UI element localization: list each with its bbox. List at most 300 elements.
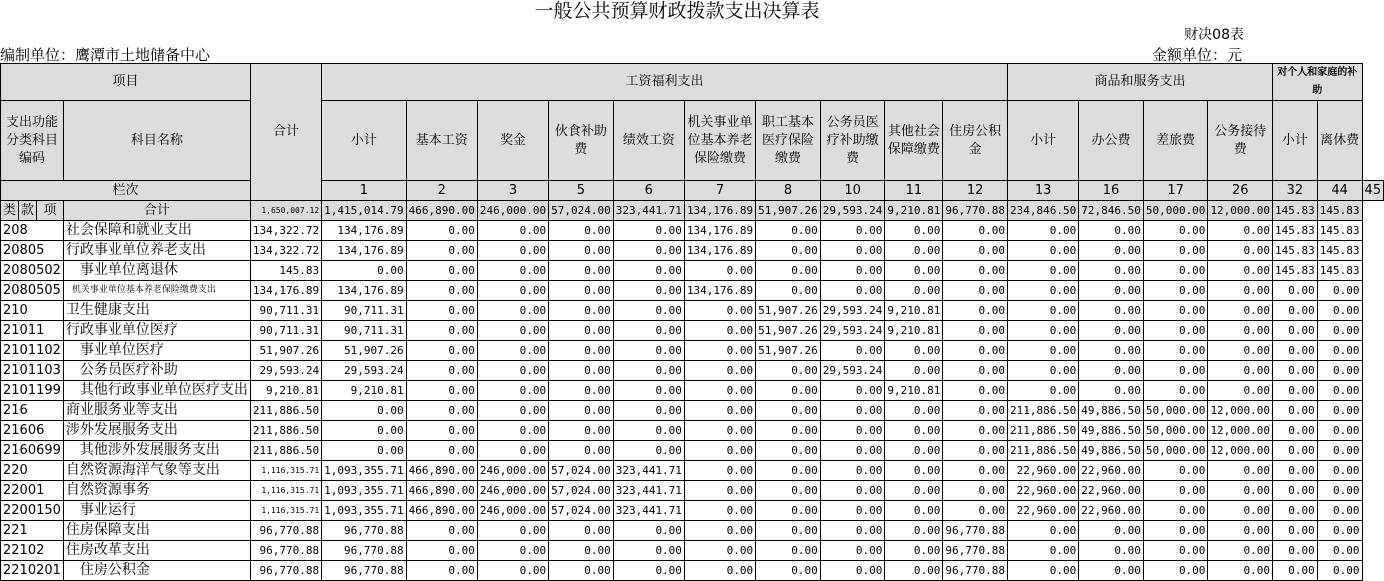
total-value-cell: 323,441.71 bbox=[613, 201, 684, 221]
value-cell: 0.00 bbox=[943, 501, 1008, 521]
value-cell: 0.00 bbox=[613, 361, 684, 381]
value-cell: 0.00 bbox=[1079, 381, 1144, 401]
column-number: 11 bbox=[885, 181, 943, 201]
total-value-cell: 96,770.88 bbox=[943, 201, 1008, 221]
row-code: 2101103 bbox=[1, 361, 64, 381]
value-cell: 0.00 bbox=[1079, 541, 1144, 561]
value-cell: 0.00 bbox=[322, 401, 406, 421]
value-cell: 0.00 bbox=[477, 341, 548, 361]
value-cell: 0.00 bbox=[613, 521, 684, 541]
value-cell: 0.00 bbox=[1007, 541, 1078, 561]
header-subcolumn: 差旅费 bbox=[1143, 101, 1208, 181]
header-subcolumn: 基本工资 bbox=[406, 101, 477, 181]
value-cell: 0.00 bbox=[406, 381, 477, 401]
row-subject-name: 行政事业单位医疗 bbox=[63, 321, 250, 341]
value-cell: 0.00 bbox=[1079, 521, 1144, 541]
value-cell: 0.00 bbox=[1273, 461, 1318, 481]
value-cell: 51,907.26 bbox=[756, 341, 821, 361]
value-cell: 0.00 bbox=[549, 301, 614, 321]
total-value-cell: 1,415,014.79 bbox=[322, 201, 406, 221]
value-cell: 0.00 bbox=[1143, 461, 1208, 481]
row-code: 2210201 bbox=[1, 561, 64, 581]
header-subcolumn: 办公费 bbox=[1079, 101, 1144, 181]
value-cell: 246,000.00 bbox=[477, 481, 548, 501]
value-cell: 0.00 bbox=[1208, 301, 1273, 321]
row-code: 221 bbox=[1, 521, 64, 541]
table-row[interactable] bbox=[1, 481, 1384, 501]
value-cell: 0.00 bbox=[1317, 281, 1362, 301]
value-cell: 0.00 bbox=[549, 281, 614, 301]
column-number: 7 bbox=[684, 181, 755, 201]
value-cell: 0.00 bbox=[549, 241, 614, 261]
value-cell: 134,322.72 bbox=[250, 241, 321, 261]
value-cell: 0.00 bbox=[477, 301, 548, 321]
row-code: 21011 bbox=[1, 321, 64, 341]
value-cell: 211,886.50 bbox=[250, 401, 321, 421]
value-cell: 0.00 bbox=[613, 341, 684, 361]
value-cell: 0.00 bbox=[1143, 301, 1208, 321]
value-cell: 0.00 bbox=[1273, 301, 1318, 321]
value-cell: 0.00 bbox=[885, 441, 943, 461]
value-cell: 0.00 bbox=[1007, 561, 1078, 581]
value-cell: 0.00 bbox=[943, 421, 1008, 441]
value-cell: 0.00 bbox=[1317, 341, 1362, 361]
value-cell: 0.00 bbox=[322, 421, 406, 441]
table-row[interactable] bbox=[1, 421, 1384, 441]
value-cell: 90,711.31 bbox=[322, 301, 406, 321]
value-cell: 0.00 bbox=[322, 261, 406, 281]
value-cell: 0.00 bbox=[1007, 361, 1078, 381]
column-number: 6 bbox=[613, 181, 684, 201]
value-cell: 145.83 bbox=[1273, 221, 1318, 241]
value-cell: 0.00 bbox=[1208, 381, 1273, 401]
value-cell: 0.00 bbox=[684, 321, 755, 341]
value-cell: 0.00 bbox=[885, 281, 943, 301]
value-cell: 96,770.88 bbox=[250, 521, 321, 541]
table-row[interactable] bbox=[1, 321, 1384, 341]
value-cell: 134,176.89 bbox=[322, 281, 406, 301]
value-cell: 0.00 bbox=[549, 221, 614, 241]
value-cell: 0.00 bbox=[1007, 221, 1078, 241]
value-cell: 0.00 bbox=[477, 381, 548, 401]
total-value-cell: 72,846.50 bbox=[1079, 201, 1144, 221]
value-cell: 96,770.88 bbox=[250, 561, 321, 581]
header-subcolumn: 公务接待费 bbox=[1208, 101, 1273, 181]
row-code: 2101102 bbox=[1, 341, 64, 361]
value-cell: 0.00 bbox=[1007, 241, 1078, 261]
value-cell: 0.00 bbox=[613, 281, 684, 301]
value-cell: 0.00 bbox=[477, 321, 548, 341]
value-cell: 1,116,315.71 bbox=[250, 461, 321, 481]
row-subject-name: 住房改革支出 bbox=[63, 541, 250, 561]
header-subject-name: 科目名称 bbox=[63, 101, 250, 181]
value-cell: 0.00 bbox=[885, 361, 943, 381]
value-cell: 0.00 bbox=[684, 541, 755, 561]
row-code: 22001 bbox=[1, 481, 64, 501]
table-row[interactable] bbox=[1, 341, 1384, 361]
table-row[interactable] bbox=[1, 301, 1384, 321]
value-cell: 0.00 bbox=[885, 541, 943, 561]
value-cell: 22,960.00 bbox=[1079, 481, 1144, 501]
value-cell: 0.00 bbox=[1273, 361, 1318, 381]
column-number: 10 bbox=[820, 181, 885, 201]
value-cell: 0.00 bbox=[1317, 421, 1362, 441]
value-cell: 0.00 bbox=[477, 441, 548, 461]
value-cell: 211,886.50 bbox=[250, 421, 321, 441]
value-cell: 0.00 bbox=[1143, 521, 1208, 541]
table-row[interactable] bbox=[1, 281, 1384, 301]
value-cell: 0.00 bbox=[756, 421, 821, 441]
total-row-label: 合计 bbox=[63, 201, 250, 221]
value-cell: 0.00 bbox=[756, 541, 821, 561]
total-value-cell: 57,024.00 bbox=[549, 201, 614, 221]
value-cell: 0.00 bbox=[406, 241, 477, 261]
value-cell: 0.00 bbox=[1317, 461, 1362, 481]
total-value-cell: 51,907.26 bbox=[756, 201, 821, 221]
header-subcolumn: 公务员医疗补助缴费 bbox=[820, 101, 885, 181]
row-subject-name: 商业服务业等支出 bbox=[63, 401, 250, 421]
table-row[interactable] bbox=[1, 561, 1384, 581]
column-number: 12 bbox=[943, 181, 1008, 201]
value-cell: 0.00 bbox=[1317, 521, 1362, 541]
value-cell: 96,770.88 bbox=[322, 561, 406, 581]
value-cell: 0.00 bbox=[613, 381, 684, 401]
value-cell: 50,000.00 bbox=[1143, 421, 1208, 441]
value-cell: 0.00 bbox=[820, 461, 885, 481]
header-subcolumn: 小计 bbox=[1007, 101, 1078, 181]
value-cell: 0.00 bbox=[1208, 521, 1273, 541]
row-subject-name: 事业单位医疗 bbox=[63, 341, 250, 361]
value-cell: 1,116,315.71 bbox=[250, 501, 321, 521]
value-cell: 0.00 bbox=[1143, 361, 1208, 381]
value-cell: 90,711.31 bbox=[250, 301, 321, 321]
value-cell: 0.00 bbox=[477, 541, 548, 561]
value-cell: 96,770.88 bbox=[322, 541, 406, 561]
value-cell: 0.00 bbox=[943, 341, 1008, 361]
value-cell: 12,000.00 bbox=[1208, 401, 1273, 421]
total-value-cell: 134,176.89 bbox=[684, 201, 755, 221]
value-cell: 0.00 bbox=[406, 521, 477, 541]
value-cell: 466,890.00 bbox=[406, 501, 477, 521]
value-cell: 0.00 bbox=[477, 221, 548, 241]
value-cell: 0.00 bbox=[1208, 221, 1273, 241]
value-cell: 29,593.24 bbox=[322, 361, 406, 381]
value-cell: 0.00 bbox=[820, 261, 885, 281]
value-cell: 0.00 bbox=[1317, 321, 1362, 341]
value-cell: 57,024.00 bbox=[549, 461, 614, 481]
value-cell: 0.00 bbox=[1317, 501, 1362, 521]
reporting-unit: 编制单位：鹰潭市土地储备中心 bbox=[0, 46, 211, 64]
value-cell: 246,000.00 bbox=[477, 501, 548, 521]
value-cell: 0.00 bbox=[1007, 281, 1078, 301]
row-subject-name: 行政事业单位养老支出 bbox=[63, 241, 250, 261]
value-cell: 0.00 bbox=[943, 261, 1008, 281]
value-cell: 0.00 bbox=[613, 261, 684, 281]
value-cell: 145.83 bbox=[1273, 241, 1318, 261]
value-cell: 0.00 bbox=[756, 261, 821, 281]
table-row[interactable] bbox=[1, 221, 1384, 241]
value-cell: 211,886.50 bbox=[1007, 441, 1078, 461]
total-value-cell: 234,846.50 bbox=[1007, 201, 1078, 221]
value-cell: 0.00 bbox=[684, 361, 755, 381]
value-cell: 0.00 bbox=[820, 241, 885, 261]
total-value-cell: 246,000.00 bbox=[477, 201, 548, 221]
form-number: 财决08表 bbox=[1184, 27, 1244, 43]
row-subject-name: 自然资源海洋气象等支出 bbox=[63, 461, 250, 481]
header-subcolumn: 小计 bbox=[322, 101, 406, 181]
value-cell: 9,210.81 bbox=[885, 301, 943, 321]
value-cell: 0.00 bbox=[477, 421, 548, 441]
value-cell: 0.00 bbox=[549, 341, 614, 361]
value-cell: 0.00 bbox=[820, 401, 885, 421]
value-cell: 0.00 bbox=[684, 501, 755, 521]
page-title: 一般公共预算财政拨款支出决算表 bbox=[534, 0, 820, 22]
value-cell: 0.00 bbox=[613, 401, 684, 421]
value-cell: 145.83 bbox=[1317, 241, 1362, 261]
value-cell: 0.00 bbox=[1208, 361, 1273, 381]
value-cell: 0.00 bbox=[820, 541, 885, 561]
table-row[interactable] bbox=[1, 461, 1384, 481]
table-row[interactable] bbox=[1, 521, 1384, 541]
header-kuan: 款 bbox=[19, 201, 37, 221]
value-cell: 0.00 bbox=[1007, 301, 1078, 321]
value-cell: 0.00 bbox=[684, 521, 755, 541]
value-cell: 0.00 bbox=[1208, 321, 1273, 341]
value-cell: 0.00 bbox=[756, 521, 821, 541]
value-cell: 90,711.31 bbox=[250, 321, 321, 341]
value-cell: 0.00 bbox=[885, 501, 943, 521]
value-cell: 1,093,355.71 bbox=[322, 461, 406, 481]
value-cell: 0.00 bbox=[477, 361, 548, 381]
table-row[interactable] bbox=[1, 441, 1384, 461]
column-number: 1 bbox=[322, 181, 406, 201]
value-cell: 134,176.89 bbox=[684, 221, 755, 241]
value-cell: 51,907.26 bbox=[756, 301, 821, 321]
value-cell: 50,000.00 bbox=[1143, 401, 1208, 421]
value-cell: 29,593.24 bbox=[820, 361, 885, 381]
row-code: 220 bbox=[1, 461, 64, 481]
value-cell: 1,093,355.71 bbox=[322, 481, 406, 501]
row-code: 210 bbox=[1, 301, 64, 321]
value-cell: 22,960.00 bbox=[1007, 461, 1078, 481]
value-cell: 0.00 bbox=[1273, 321, 1318, 341]
value-cell: 0.00 bbox=[1079, 361, 1144, 381]
value-cell: 0.00 bbox=[820, 221, 885, 241]
value-cell: 0.00 bbox=[756, 481, 821, 501]
expenditure-table bbox=[0, 63, 1384, 581]
value-cell: 0.00 bbox=[406, 401, 477, 421]
row-code: 21606 bbox=[1, 421, 64, 441]
row-code: 22102 bbox=[1, 541, 64, 561]
value-cell: 0.00 bbox=[943, 321, 1008, 341]
value-cell: 0.00 bbox=[943, 481, 1008, 501]
value-cell: 0.00 bbox=[613, 241, 684, 261]
table-row[interactable] bbox=[1, 381, 1384, 401]
value-cell: 0.00 bbox=[820, 521, 885, 541]
value-cell: 0.00 bbox=[943, 361, 1008, 381]
value-cell: 0.00 bbox=[406, 221, 477, 241]
value-cell: 0.00 bbox=[406, 361, 477, 381]
value-cell: 0.00 bbox=[322, 441, 406, 461]
header-col-index-label: 栏次 bbox=[1, 181, 251, 201]
value-cell: 22,960.00 bbox=[1079, 461, 1144, 481]
value-cell: 0.00 bbox=[820, 381, 885, 401]
value-cell: 0.00 bbox=[1317, 301, 1362, 321]
value-cell: 0.00 bbox=[477, 261, 548, 281]
value-cell: 0.00 bbox=[1317, 401, 1362, 421]
row-subject-name: 其他涉外发展服务支出 bbox=[63, 441, 250, 461]
value-cell: 0.00 bbox=[1143, 341, 1208, 361]
value-cell: 0.00 bbox=[756, 401, 821, 421]
value-cell: 0.00 bbox=[756, 561, 821, 581]
table-row[interactable] bbox=[1, 401, 1384, 421]
value-cell: 0.00 bbox=[1208, 241, 1273, 261]
value-cell: 96,770.88 bbox=[943, 521, 1008, 541]
value-cell: 0.00 bbox=[885, 261, 943, 281]
row-code: 20805 bbox=[1, 241, 64, 261]
value-cell: 0.00 bbox=[1143, 481, 1208, 501]
value-cell: 0.00 bbox=[406, 441, 477, 461]
header-subcolumn: 绩效工资 bbox=[613, 101, 684, 181]
value-cell: 211,886.50 bbox=[1007, 421, 1078, 441]
value-cell: 0.00 bbox=[613, 301, 684, 321]
value-cell: 0.00 bbox=[1143, 241, 1208, 261]
row-subject-name: 卫生健康支出 bbox=[63, 301, 250, 321]
row-code: 2200150 bbox=[1, 501, 64, 521]
row-subject-name: 涉外发展服务支出 bbox=[63, 421, 250, 441]
value-cell: 0.00 bbox=[477, 241, 548, 261]
row-subject-name: 事业运行 bbox=[63, 501, 250, 521]
value-cell: 49,886.50 bbox=[1079, 441, 1144, 461]
value-cell: 1,093,355.71 bbox=[322, 501, 406, 521]
value-cell: 0.00 bbox=[820, 281, 885, 301]
value-cell: 211,886.50 bbox=[250, 441, 321, 461]
value-cell: 145.83 bbox=[250, 261, 321, 281]
value-cell: 0.00 bbox=[684, 401, 755, 421]
total-value-cell: 145.83 bbox=[1273, 201, 1318, 221]
header-goods-group: 商品和服务支出 bbox=[1007, 64, 1272, 101]
value-cell: 0.00 bbox=[1317, 441, 1362, 461]
value-cell: 0.00 bbox=[1208, 561, 1273, 581]
value-cell: 0.00 bbox=[1143, 221, 1208, 241]
value-cell: 0.00 bbox=[885, 521, 943, 541]
row-subject-name: 事业单位离退休 bbox=[63, 261, 250, 281]
value-cell: 29,593.24 bbox=[820, 301, 885, 321]
header-xiang: 项 bbox=[37, 201, 64, 221]
column-number: 13 bbox=[1007, 181, 1078, 201]
value-cell: 0.00 bbox=[1273, 381, 1318, 401]
table-row[interactable] bbox=[1, 261, 1384, 281]
value-cell: 0.00 bbox=[549, 541, 614, 561]
total-value-cell: 29,593.24 bbox=[820, 201, 885, 221]
value-cell: 0.00 bbox=[943, 381, 1008, 401]
value-cell: 0.00 bbox=[406, 561, 477, 581]
value-cell: 134,176.89 bbox=[322, 241, 406, 261]
value-cell: 0.00 bbox=[885, 461, 943, 481]
value-cell: 0.00 bbox=[549, 521, 614, 541]
value-cell: 0.00 bbox=[1007, 321, 1078, 341]
value-cell: 12,000.00 bbox=[1208, 441, 1273, 461]
table-row[interactable] bbox=[1, 361, 1384, 381]
table-row[interactable] bbox=[1, 501, 1384, 521]
header-subcolumn: 离休费 bbox=[1317, 101, 1362, 181]
value-cell: 0.00 bbox=[756, 361, 821, 381]
row-subject-name: 自然资源事务 bbox=[63, 481, 250, 501]
value-cell: 0.00 bbox=[943, 461, 1008, 481]
value-cell: 49,886.50 bbox=[1079, 401, 1144, 421]
header-subcolumn: 奖金 bbox=[477, 101, 548, 181]
value-cell: 0.00 bbox=[549, 421, 614, 441]
value-cell: 0.00 bbox=[1143, 261, 1208, 281]
value-cell: 0.00 bbox=[943, 241, 1008, 261]
header-wage-group: 工资福利支出 bbox=[322, 64, 1008, 101]
value-cell: 0.00 bbox=[684, 301, 755, 321]
amount-unit: 金额单位：元 bbox=[1151, 46, 1242, 64]
value-cell: 51,907.26 bbox=[756, 321, 821, 341]
table-row[interactable] bbox=[1, 241, 1384, 261]
value-cell: 0.00 bbox=[613, 421, 684, 441]
total-value-cell: 1,650,007.12 bbox=[250, 201, 321, 221]
value-cell: 90,711.31 bbox=[322, 321, 406, 341]
header-subcolumn: 其他社会保障缴费 bbox=[885, 101, 943, 181]
column-number: 45 bbox=[1362, 181, 1384, 201]
value-cell: 22,960.00 bbox=[1079, 501, 1144, 521]
value-cell: 0.00 bbox=[684, 421, 755, 441]
header-func-code: 支出功能分类科目编码 bbox=[1, 101, 64, 181]
value-cell: 0.00 bbox=[1143, 541, 1208, 561]
value-cell: 466,890.00 bbox=[406, 481, 477, 501]
total-value-cell: 50,000.00 bbox=[1143, 201, 1208, 221]
value-cell: 0.00 bbox=[1273, 401, 1318, 421]
value-cell: 29,593.24 bbox=[250, 361, 321, 381]
row-subject-name: 公务员医疗补助 bbox=[63, 361, 250, 381]
value-cell: 134,322.72 bbox=[250, 221, 321, 241]
value-cell: 0.00 bbox=[885, 481, 943, 501]
value-cell: 0.00 bbox=[885, 401, 943, 421]
value-cell: 0.00 bbox=[756, 441, 821, 461]
value-cell: 0.00 bbox=[1317, 381, 1362, 401]
value-cell: 0.00 bbox=[756, 241, 821, 261]
value-cell: 0.00 bbox=[1143, 321, 1208, 341]
value-cell: 50,000.00 bbox=[1143, 441, 1208, 461]
value-cell: 96,770.88 bbox=[250, 541, 321, 561]
value-cell: 145.83 bbox=[1273, 261, 1318, 281]
column-number: 2 bbox=[406, 181, 477, 201]
value-cell: 57,024.00 bbox=[549, 481, 614, 501]
value-cell: 0.00 bbox=[684, 381, 755, 401]
value-cell: 0.00 bbox=[756, 461, 821, 481]
header-item: 项目 bbox=[1, 64, 251, 101]
value-cell: 0.00 bbox=[613, 561, 684, 581]
value-cell: 323,441.71 bbox=[613, 481, 684, 501]
value-cell: 0.00 bbox=[943, 281, 1008, 301]
value-cell: 0.00 bbox=[756, 221, 821, 241]
value-cell: 0.00 bbox=[1007, 341, 1078, 361]
value-cell: 0.00 bbox=[1007, 521, 1078, 541]
row-subject-name: 社会保障和就业支出 bbox=[63, 221, 250, 241]
row-subject-name: 住房公积金 bbox=[63, 561, 250, 581]
value-cell: 0.00 bbox=[549, 561, 614, 581]
value-cell: 9,210.81 bbox=[885, 321, 943, 341]
value-cell: 0.00 bbox=[1208, 541, 1273, 561]
table-row[interactable] bbox=[1, 541, 1384, 561]
value-cell: 0.00 bbox=[1273, 521, 1318, 541]
value-cell: 0.00 bbox=[477, 521, 548, 541]
value-cell: 0.00 bbox=[885, 241, 943, 261]
total-value-cell: 12,000.00 bbox=[1208, 201, 1273, 221]
value-cell: 1,116,315.71 bbox=[250, 481, 321, 501]
header-subcolumn: 住房公积金 bbox=[943, 101, 1008, 181]
